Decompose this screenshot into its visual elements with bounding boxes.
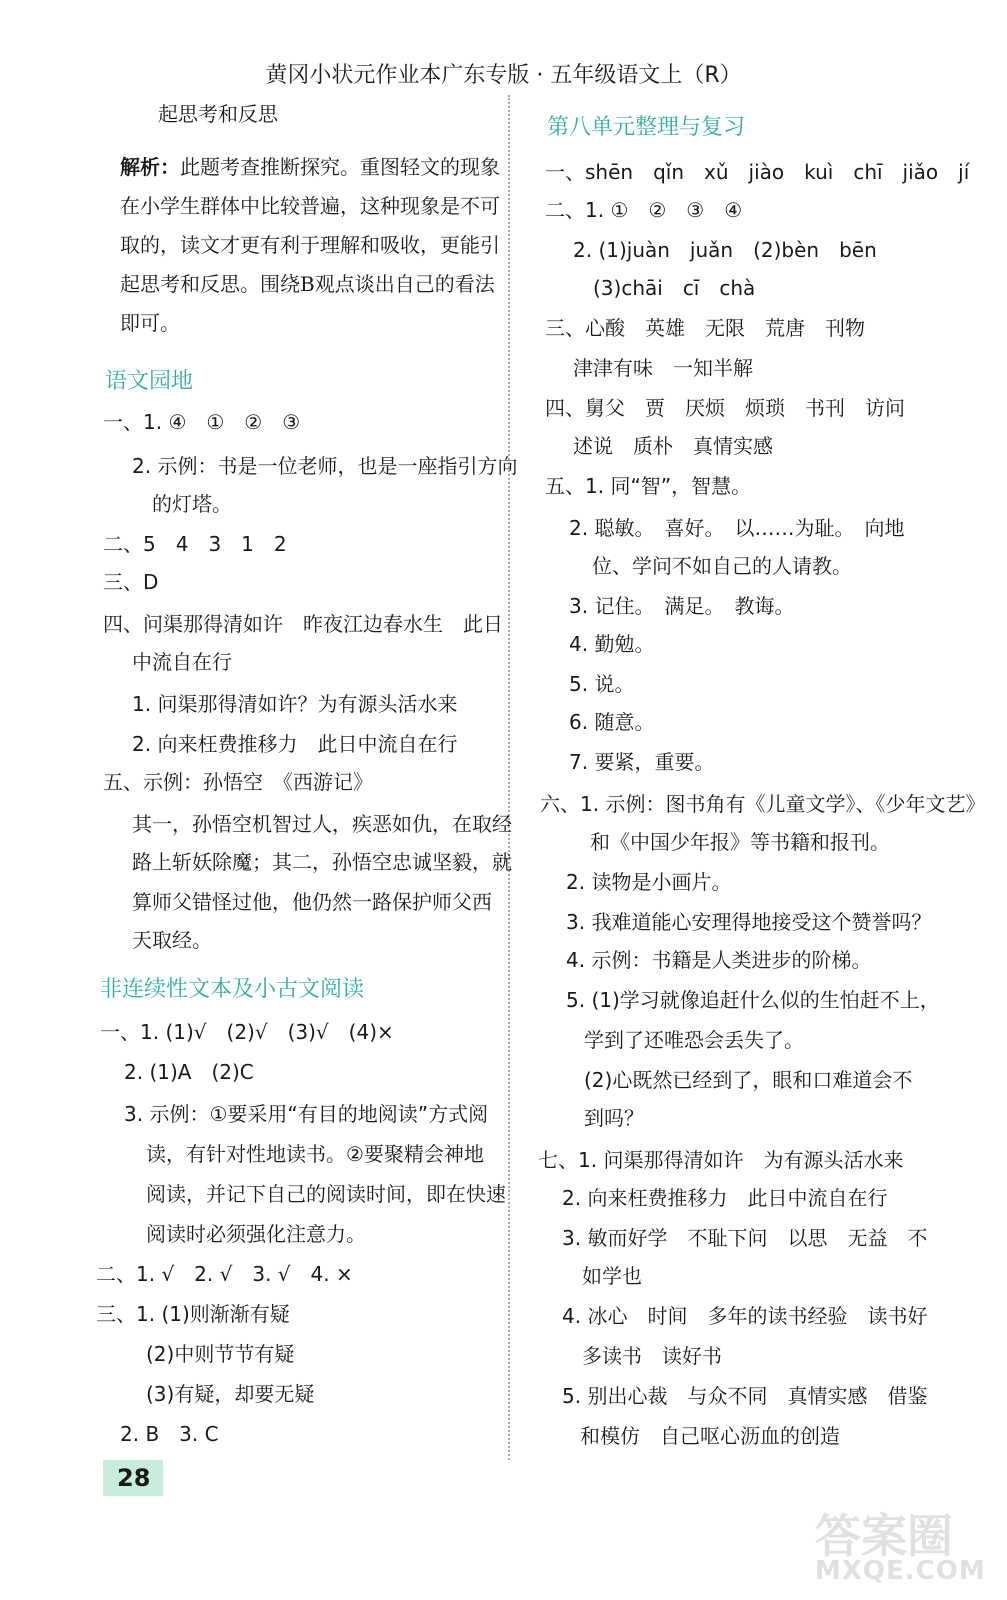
answer-line: 四、舅父 贾 厌烦 烦琐 书刊 访问 — [545, 396, 905, 420]
answer-line: 六、1. 示例：图书角有《儿童文学》、《少年文艺》 — [540, 792, 986, 816]
answer-line: 路上斩妖除魔；其二，孙悟空忠诚坚毅，就 — [132, 850, 512, 874]
answer-line: 2. B 3. C — [120, 1422, 219, 1446]
answer-line: 算师父错怪过他，他仍然一路保护师父西 — [132, 890, 492, 914]
answer-line: 7. 要紧，重要。 — [569, 750, 715, 774]
answer-line: 三、1. (1)则渐渐有疑 — [96, 1302, 290, 1326]
answer-line: 到吗？ — [584, 1106, 644, 1130]
answer-line: 一、shēn qǐn xǔ jiào kuì chī jiǎo jí — [545, 160, 970, 184]
answer-line: 五、1. 同“智”，智慧。 — [545, 474, 752, 498]
answer-line: 其一，孙悟空机智过人，疾恶如仇，在取经 — [132, 812, 512, 836]
answer-line: 4. 冰心 时间 多年的读书经验 读书好 — [562, 1304, 928, 1328]
answer-line: 多读书 读好书 — [582, 1344, 722, 1368]
left-line-0: 起思考和反思 — [158, 102, 278, 126]
answer-line: 一、1. (1)√ (2)√ (3)√ (4)× — [100, 1020, 394, 1044]
watermark-line-2: MXQE.COM — [815, 1556, 986, 1586]
section-title-yuwen-yuandi: 语文园地 — [105, 369, 194, 394]
answer-line: 4. 示例：书籍是人类进步的阶梯。 — [566, 948, 872, 972]
answer-line: (3)chāi cī chà — [593, 276, 756, 300]
answer-line: 的灯塔。 — [152, 492, 232, 516]
answer-line: 2. (1)juàn juǎn (2)bèn bēn — [573, 238, 877, 262]
section-title-unit-eight-review: 第八单元整理与复习 — [547, 115, 746, 140]
answer-line: 3. 记住。 满足。 教诲。 — [569, 594, 795, 618]
answer-line: 述说 质朴 真情实感 — [573, 434, 773, 458]
answer-line: 如学也 — [582, 1264, 642, 1288]
answer-line: (2)心既然已经到了，眼和口难道会不 — [584, 1068, 913, 1092]
answer-line: 6. 随意。 — [569, 710, 655, 734]
answer-line: (2)中则节节有疑 — [146, 1342, 295, 1366]
answer-line: 二、1. ① ② ③ ④ — [545, 198, 743, 222]
answer-line: 二、5 4 3 1 2 — [103, 532, 287, 556]
answer-line: 位、学问不如自己的人请教。 — [592, 554, 852, 578]
answer-line: 中流自在行 — [132, 650, 232, 674]
watermark-line-1: 答案圈 — [815, 1509, 953, 1563]
watermark-logo — [815, 1500, 986, 1590]
answer-line: 3. 敏而好学 不耻下问 以思 无益 不 — [562, 1226, 928, 1250]
answer-line: 和模仿 自己呕心沥血的创造 — [580, 1424, 840, 1448]
answer-line: 七、1. 问渠那得清如许 为有源头活水来 — [538, 1148, 904, 1172]
answer-line: 2. (1)A (2)C — [124, 1060, 254, 1084]
page-number: 28 — [103, 1460, 163, 1496]
answer-line: 3. 示例：①要采用“有目的地阅读”方式阅 — [124, 1102, 489, 1126]
answer-line: 四、问渠那得清如许 昨夜江边春水生 此日 — [103, 612, 503, 636]
section-title-fei-lianxu: 非连续性文本及小古文阅读 — [100, 977, 365, 1002]
answer-line: 5. 别出心裁 与众不同 真情实感 借鉴 — [562, 1384, 928, 1408]
column-divider — [508, 95, 510, 1460]
page-header: 黄冈小状元作业本广东专版 · 五年级语文上（R） — [265, 63, 742, 88]
answer-line: 天取经。 — [132, 928, 212, 952]
answer-line: 2. 向来枉费推移力 此日中流自在行 — [132, 732, 458, 756]
answer-line: 5. 说。 — [569, 672, 635, 696]
answer-line: 2. 向来枉费推移力 此日中流自在行 — [562, 1186, 888, 1210]
answer-line: (3)有疑，却要无疑 — [146, 1382, 315, 1406]
answer-line: 津津有味 一知半解 — [573, 356, 753, 380]
answer-line: 二、1. √ 2. √ 3. √ 4. × — [96, 1262, 353, 1286]
answer-line: 学到了还唯恐会丢失了。 — [584, 1028, 804, 1052]
answer-line: 3. 我难道能心安理得地接受这个赞誉吗？ — [566, 910, 932, 934]
answer-line: 三、D — [103, 570, 159, 594]
answer-line: 2. 聪敏。 喜好。 以……为耻。 向地 — [569, 516, 905, 540]
answer-line: 和《中国少年报》等书籍和报刊。 — [590, 830, 890, 854]
answer-line: 2. 示例：书是一位老师，也是一座指引方向 — [132, 454, 518, 478]
answer-line: 读，有针对性地读书。②要聚精会神地 — [146, 1142, 484, 1166]
answer-line: 五、示例：孙悟空 《西游记》 — [103, 770, 373, 794]
answer-line: 2. 读物是小画片。 — [566, 870, 732, 894]
analysis-label: 解析： — [120, 155, 180, 179]
answer-line: 三、心酸 英雄 无限 荒唐 刊物 — [545, 316, 865, 340]
answer-line: 1. 问渠那得清如许？为有源头活水来 — [132, 692, 458, 716]
analysis-paragraph — [120, 148, 500, 343]
answer-line: 阅读，并记下自己的阅读时间，即在快速 — [146, 1182, 506, 1206]
answer-line: 一、1. ④ ① ② ③ — [103, 410, 301, 434]
answer-line: 4. 勤勉。 — [569, 632, 655, 656]
answer-line: 阅读时必须强化注意力。 — [146, 1222, 366, 1246]
analysis-text: 此题考查推断探究。重图轻文的现象在小学生群体中比较普遍，这种现象是不可取的，读文才更有利于理解和吸收，更能引起思考和反思。围绕B观点谈出自己的看法即可。 — [120, 155, 500, 335]
answer-line: 5. (1)学习就像追赶什么似的生怕赶不上， — [566, 988, 940, 1012]
